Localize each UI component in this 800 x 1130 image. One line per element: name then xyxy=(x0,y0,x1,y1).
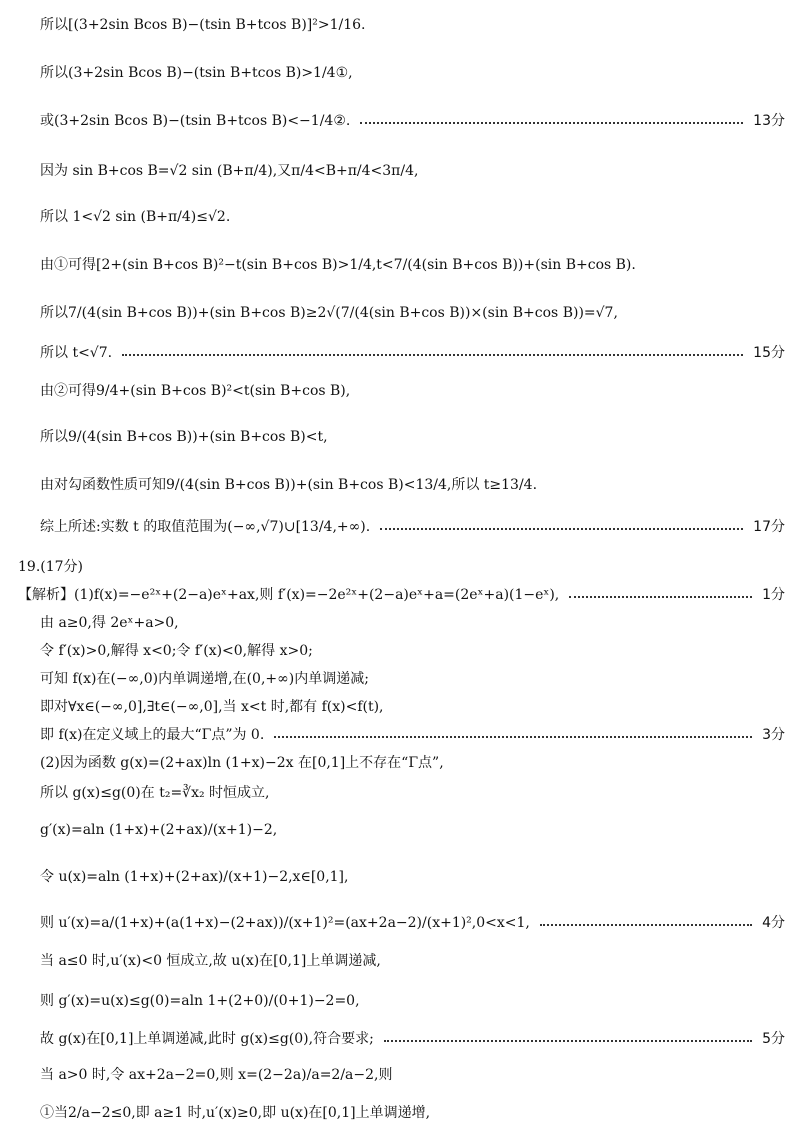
score-label: 15分 xyxy=(753,345,785,361)
solution-line: 所以7/(4(sin B+cos B))+(sin B+cos B)≥2√(7/(4(sin B+cos B))×(sin B+cos B))=√7, xyxy=(40,305,618,321)
score-label: 3分 xyxy=(762,727,785,743)
solution-line: 由①可得[2+(sin B+cos B)²−t(sin B+cos B)>1/4,t<7/(4(sin B+cos B))+(sin B+cos B). xyxy=(40,257,636,273)
solution-line: 【解析】(1)f(x)=−e²ˣ+(2−a)eˣ+ax,则 f′(x)=−2e²ˣ+(2−a)eˣ+a=(2eˣ+a)(1−eˣ), 1分 xyxy=(18,584,785,604)
solution-line: 当 a>0 时,令 ax+2a−2=0,则 x=(2−2a)/a=2/a−2,则 xyxy=(40,1067,393,1083)
dot-leader xyxy=(384,1040,752,1042)
solution-line: 可知 f(x)在(−∞,0)内单调递增,在(0,+∞)内单调递减; xyxy=(40,671,369,687)
score-label: 5分 xyxy=(762,1031,785,1047)
solution-line: 由对勾函数性质可知9/(4(sin B+cos B))+(sin B+cos B)<13/4,所以 t≥13/4. xyxy=(40,477,538,493)
dot-leader xyxy=(360,122,743,124)
solution-line: 即 f(x)在定义域上的最大“Γ点”为 0. 3分 xyxy=(40,724,785,744)
solution-line: (2)因为函数 g(x)=(2+ax)ln (1+x)−2x 在[0,1]上不存在“Γ点”, xyxy=(40,755,444,771)
solution-line: 所以[(3+2sin Bcos B)−(tsin B+tcos B)]²>1/16. xyxy=(40,17,366,33)
dot-leader xyxy=(274,736,752,738)
solution-line: 所以 t<√7. 15分 xyxy=(40,342,785,362)
solution-line: 则 g′(x)=u(x)≤g(0)=aln 1+(2+0)/(0+1)−2=0, xyxy=(40,993,360,1009)
score-label: 17分 xyxy=(753,519,785,535)
score-label: 13分 xyxy=(753,113,785,129)
score-label: 4分 xyxy=(762,915,785,931)
solution-line: 令 f′(x)>0,解得 x<0;令 f′(x)<0,解得 x>0; xyxy=(40,643,313,659)
solution-line: g′(x)=aln (1+x)+(2+ax)/(x+1)−2, xyxy=(40,822,278,838)
solution-line: 当 a≤0 时,u′(x)<0 恒成立,故 u(x)在[0,1]上单调递减, xyxy=(40,953,381,969)
solution-line: 则 u′(x)=a/(1+x)+(a(1+x)−(2+ax))/(x+1)²=(ax+2a−2)/(x+1)²,0<x<1, 4分 xyxy=(40,912,785,932)
dot-leader xyxy=(540,924,752,926)
question-number: 19.(17分) xyxy=(18,559,84,575)
solution-line: 即对∀x∈(−∞,0],∃t∈(−∞,0],当 x<t 时,都有 f(x)<f(t), xyxy=(40,699,384,715)
dot-leader xyxy=(122,354,743,356)
solution-line: 所以(3+2sin Bcos B)−(tsin B+tcos B)>1/4①, xyxy=(40,65,353,81)
solution-line: 由②可得9/4+(sin B+cos B)²<t(sin B+cos B), xyxy=(40,383,351,399)
score-label: 1分 xyxy=(762,587,785,603)
dot-leader xyxy=(569,596,752,598)
solution-line: 由 a≥0,得 2eˣ+a>0, xyxy=(40,615,179,631)
dot-leader xyxy=(380,528,743,530)
solution-line: 所以 g(x)≤g(0)在 t₂=∛x₂ 时恒成立, xyxy=(40,785,270,801)
solution-line: 所以 1<√2 sin (B+π/4)≤√2. xyxy=(40,209,231,225)
solution-line: 或(3+2sin Bcos B)−(tsin B+tcos B)<−1/4②. 13分 xyxy=(40,110,785,130)
solution-line: 令 u(x)=aln (1+x)+(2+ax)/(x+1)−2,x∈[0,1], xyxy=(40,869,349,885)
solution-line: 所以9/(4(sin B+cos B))+(sin B+cos B)<t, xyxy=(40,429,328,445)
solution-line: 因为 sin B+cos B=√2 sin (B+π/4),又π/4<B+π/4<3π/4, xyxy=(40,163,419,179)
solution-line: 综上所述:实数 t 的取值范围为(−∞,√7)∪[13/4,+∞). 17分 xyxy=(40,516,785,536)
solution-line: 故 g(x)在[0,1]上单调递减,此时 g(x)≤g(0),符合要求; 5分 xyxy=(40,1028,785,1048)
solution-line: ①当2/a−2≤0,即 a≥1 时,u′(x)≥0,即 u(x)在[0,1]上单调递增, xyxy=(40,1105,431,1121)
